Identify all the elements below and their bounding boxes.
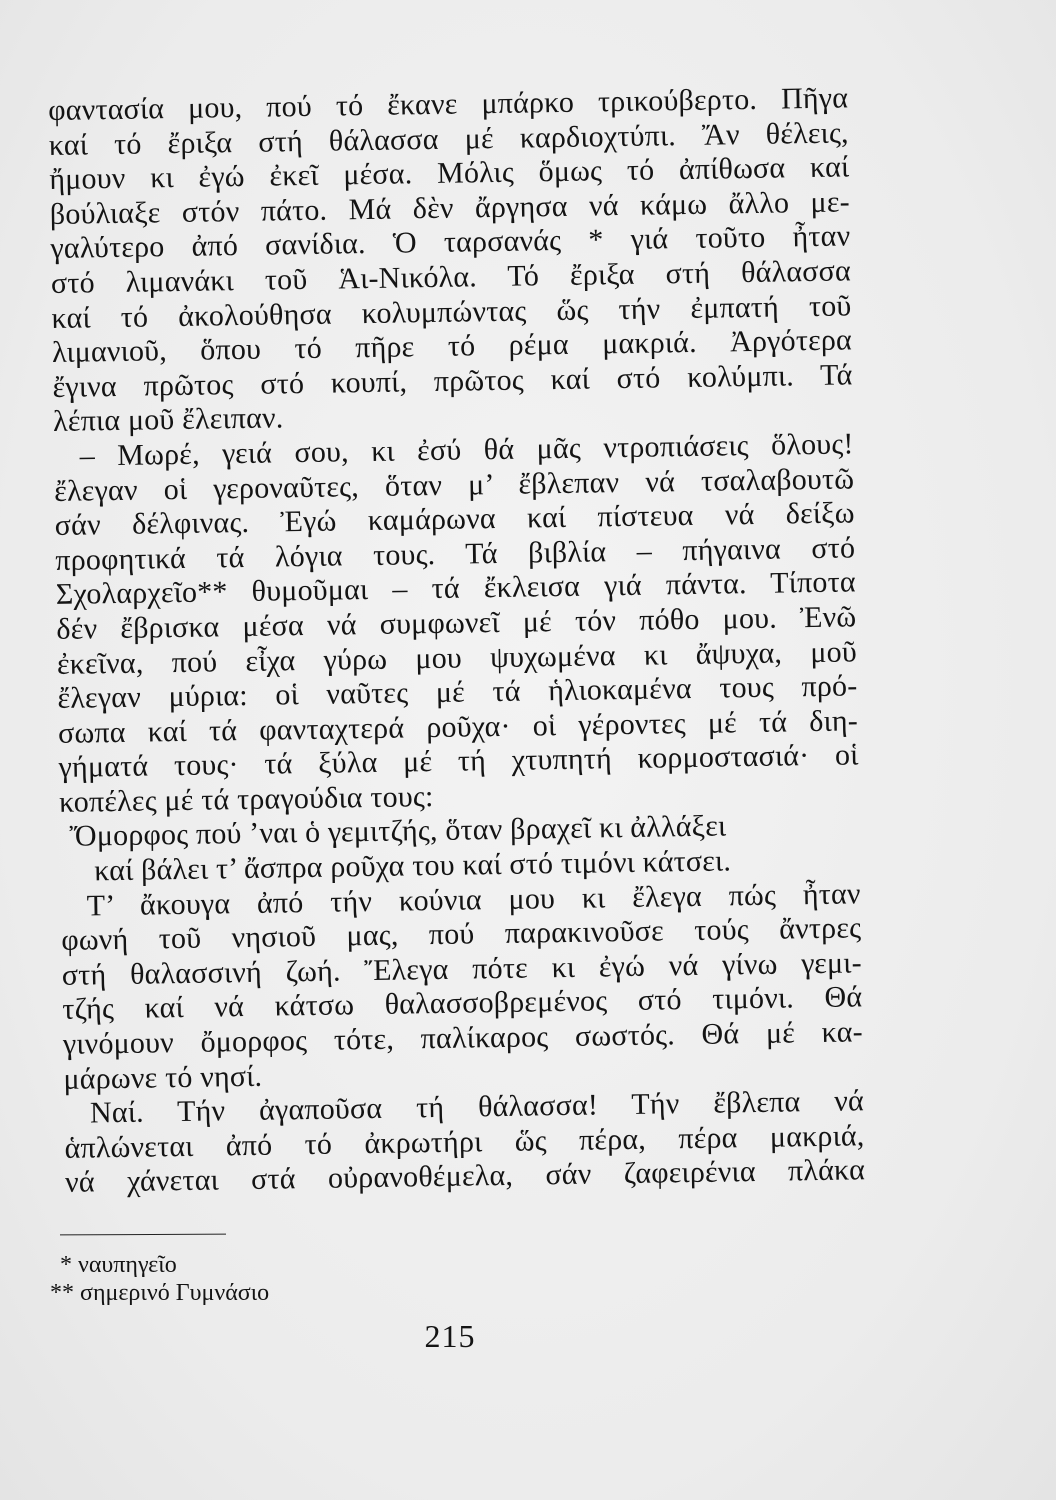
body-text [48,81,865,1200]
text-line: γινόμουν ὄμορφος τότε, παλίκαρος σωστός. Θά μέ κα- [62,1015,864,1061]
text-line: φωνή τοῦ νησιοῦ μας, πού παρακινοῦσε τούς ἄντρες [61,911,862,958]
text-line: λέπια μοῦ ἔλειπαν. [52,401,284,439]
text-line: κοπέλες μέ τά τραγούδια τους: [58,779,434,819]
text-line: ἤμουν κι ἐγώ ἐκεῖ μέσα. Μόλις ὅμως τό ἀπίθωσα καί [49,150,850,197]
text-line: φαντασία μου, πού τό ἔκανε μπάρκο τρικούβερτο. Πῆγα [48,81,849,127]
verse-line: καί βάλει τ’ ἄσπρα ροῦχα του καί στό τιμόνι κάτσει. [93,844,732,888]
text-line: καί τό ἔριξα στή θάλασσα μέ καρδιοχτύπι. Ἄν θέλεις, [48,116,849,162]
text-line: ἁπλώνεται ἀπό τό ἀκρωτήρι ὥς πέρα, πέρα μακριά, [64,1119,865,1165]
text-line: ἔλεγαν μύρια: οἱ ναῦτες μέ τά ἡλιοκαμένα τους πρό- [57,669,858,716]
text-line: προφητικά τά λόγια τους. Τά βιβλία – πήγαινα στό [55,531,856,577]
footnote-2: ** σημερινό Γυμνάσιο [50,1280,270,1306]
text-line: νά χάνεται στά οὐρανοθέμελα, σάν ζαφειρένια πλάκα [64,1153,866,1200]
text-line: δέν ἔβρισκα μέσα νά συμφωνεῖ μέ τόν πόθο μου. Ἐνῶ [56,600,857,646]
text-line: γαλύτερο ἀπό σανίδια. Ὁ ταρσανάς * γιά τοῦτο ἦταν [50,219,851,266]
text-line: τζής καί νά κάτσω θαλασσοβρεμένος στό τιμόνι. Θά [62,980,863,1027]
footnote-divider [60,1234,226,1236]
page-number: 215 [424,1318,476,1354]
text-line: ἐκεῖνα, πού εἶχα γύρω μου ψυχωμένα κι ἄψυχα, μοῦ [56,634,858,681]
text-line: Τ’ ἄκουγα ἀπό τήν κούνια μου κι ἔλεγα πώς ἦταν [86,876,861,923]
text-line: σάν δέλφινας. Ἐγώ καμάρωνα καί πίστευα νά δείξω [54,496,855,543]
text-line: γήματά τους· τά ξύλα μέ τή χτυπητή κορμοστασιά· οἱ [58,738,859,785]
text-line: στό λιμανάκι τοῦ Ἁι-Νικόλα. Τό ἔριξα στή θάλασσα [50,254,852,300]
text-line: Ναί. Τήν ἀγαποῦσα τή θάλασσα! Τήν ἔβλεπα νά [89,1084,865,1130]
footnote-1: * ναυπηγεῖο [60,1252,177,1278]
text-line: καί τό ἀκολούθησα κολυμπώντας ὥς τήν ἐμπατή τοῦ [51,288,852,335]
text-line: ἔλεγαν οἱ γεροναῦτες, ὅταν μ’ ἔβλεπαν νά τσαλαβουτῶ [53,461,855,508]
text-line: λιμανιοῦ, ὅπου τό πῆρε τό ρέμα μακριά. Ἀργότερα [51,323,853,370]
text-line: βούλιαξε στόν πάτο. Μά δὲν ἄργησα νά κάμω ἄλλο με- [49,185,851,231]
text-line: σωπα καί τά φανταχτερά ροῦχα· οἱ γέροντες μέ τά διη- [57,704,859,750]
text-line: Σχολαρχεῖο** θυμοῦμαι – τά ἔκλεισα γιά πάντα. Τίποτα [55,565,857,612]
text-line: μάρωνε τό νησί. [63,1059,263,1096]
text-line: – Μωρέ, γειά σου, κι ἐσύ θά μᾶς ντροπιάσεις ὅλους! [79,427,854,473]
verse-line: Ὄμορφος πού ’ναι ὁ γεμιτζής, ὅταν βραχεῖ κι ἀλλάξει [69,809,727,854]
text-line: στή θαλασσινή ζωή. Ἔλεγα πότε κι ἐγώ νά γίνω γεμι- [61,946,863,992]
text-line: ἔγινα πρῶτος στό κουπί, πρῶτος καί στό κολύμπι. Τά [52,358,853,404]
